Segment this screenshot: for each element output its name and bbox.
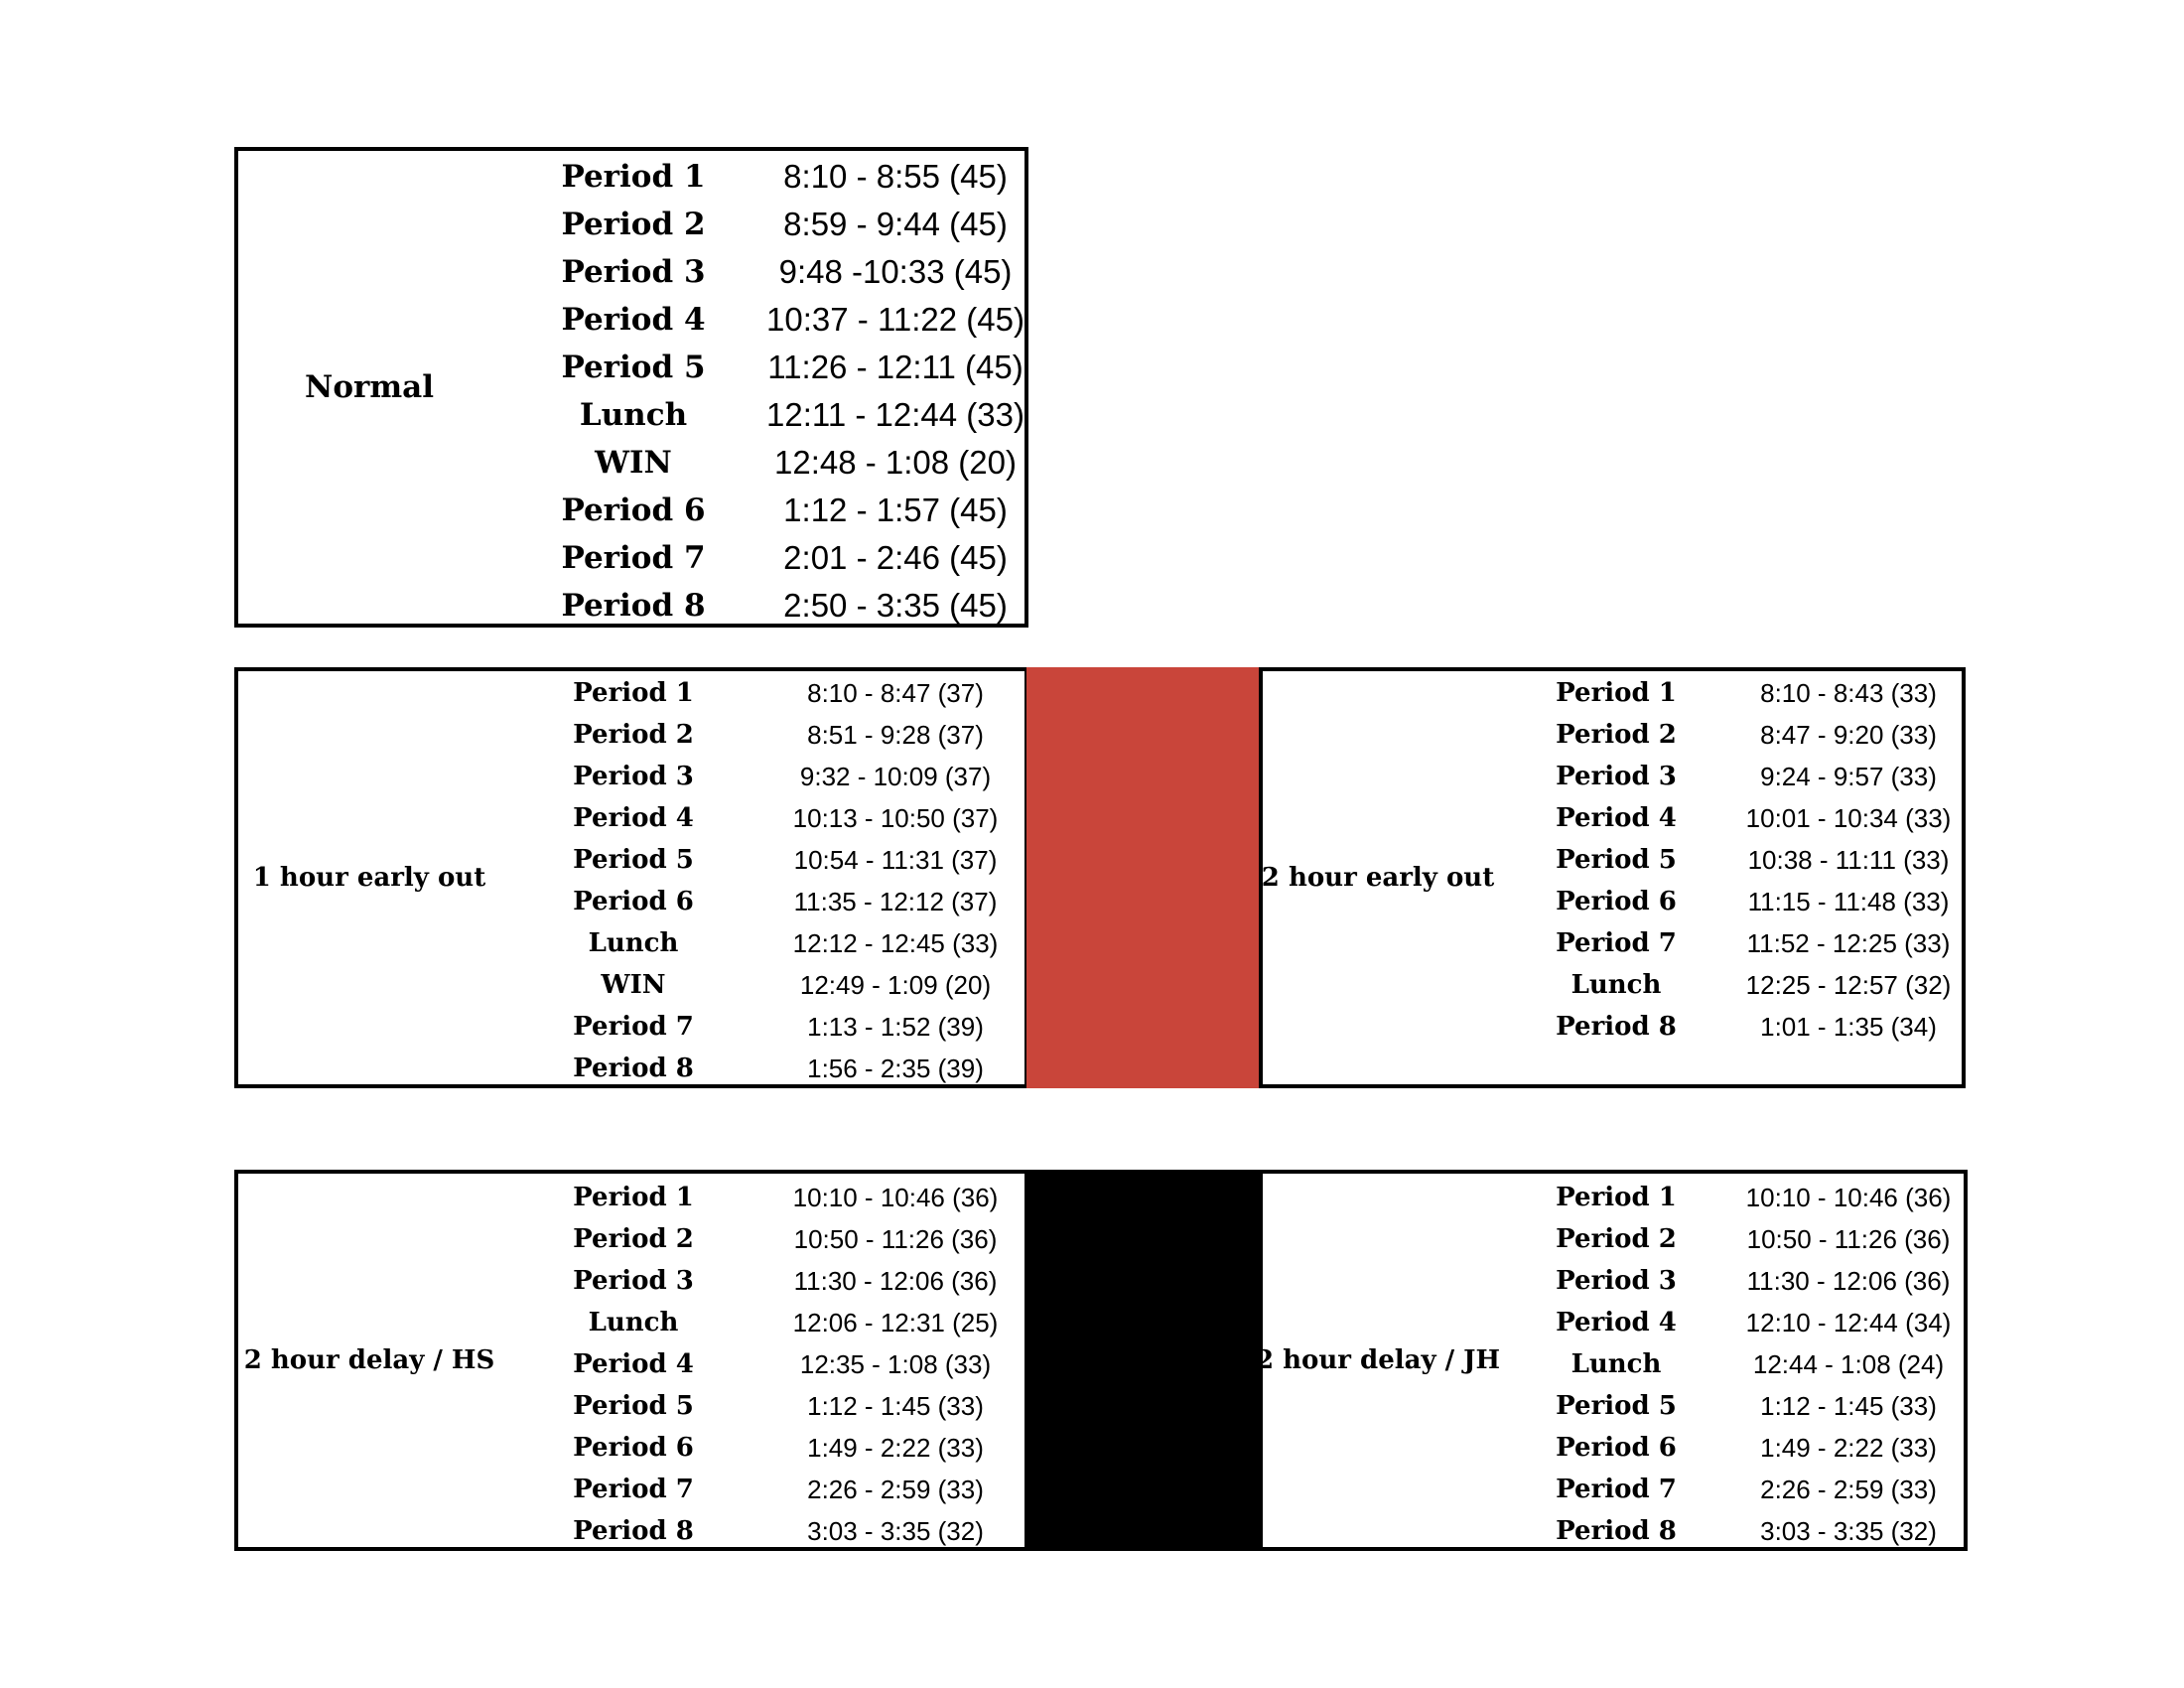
- period-time: 9:48 -10:33 (45): [778, 253, 1013, 290]
- period-time: 10:10 - 10:46 (36): [792, 1182, 999, 1212]
- schedule-name: 2 hour delay / HS: [243, 1345, 495, 1375]
- period-time: 1:13 - 1:52 (39): [807, 1011, 984, 1042]
- schedule-row: [1263, 1343, 1964, 1385]
- period-label: Period 7: [573, 1475, 694, 1504]
- period-time: 8:59 - 9:44 (45): [783, 206, 1008, 242]
- period-time: 2:50 - 3:35 (45): [783, 587, 1008, 624]
- period-time: 10:38 - 11:11 (33): [1747, 844, 1950, 875]
- period-label: Period 3: [1556, 762, 1677, 791]
- period-label: Period 2: [573, 720, 694, 750]
- period-time: 1:12 - 1:45 (33): [1760, 1390, 1937, 1421]
- schedule-row: [238, 1302, 1024, 1343]
- period-label: Period 4: [1556, 803, 1677, 833]
- period-time: 11:15 - 11:48 (33): [1747, 886, 1950, 916]
- period-time: 8:10 - 8:55 (45): [783, 158, 1008, 195]
- period-time: 8:51 - 9:28 (37): [807, 719, 984, 750]
- period-label: Lunch: [1570, 1349, 1662, 1379]
- schedule-row: [238, 439, 1024, 487]
- schedule-row: [1263, 1469, 1964, 1510]
- period-label: Period 4: [561, 302, 706, 338]
- schedule-row: [1263, 1006, 1962, 1048]
- period-time: 12:12 - 12:45 (33): [792, 927, 999, 958]
- schedule-row: [238, 756, 1024, 797]
- period-label: Period 3: [573, 762, 694, 791]
- period-time: 2:01 - 2:46 (45): [783, 539, 1008, 576]
- schedule-row: [238, 1427, 1024, 1469]
- schedule-row: [238, 582, 1024, 630]
- schedule-row: [1263, 1218, 1964, 1260]
- schedule-row: [1263, 881, 1962, 922]
- schedule-row: [238, 881, 1024, 922]
- period-time: 11:30 - 12:06 (36): [793, 1265, 998, 1296]
- period-time: 8:10 - 8:43 (33): [1760, 677, 1937, 708]
- period-time: 12:35 - 1:08 (33): [799, 1348, 992, 1379]
- schedule-row: [238, 1006, 1024, 1048]
- schedule-name: Normal: [304, 369, 434, 405]
- period-time: 1:49 - 2:22 (33): [1760, 1432, 1937, 1463]
- period-time: 1:49 - 2:22 (33): [807, 1432, 984, 1463]
- period-label: Period 8: [1556, 1012, 1677, 1042]
- period-label: Period 1: [1556, 1183, 1677, 1212]
- period-time: 10:54 - 11:31 (37): [793, 844, 998, 875]
- period-time: 2:26 - 2:59 (33): [807, 1474, 984, 1504]
- schedule-row: [1263, 1177, 1964, 1218]
- schedule-row: [238, 296, 1024, 344]
- period-label: Period 8: [573, 1516, 694, 1546]
- schedule-one-hour-early-out: [234, 667, 1028, 1088]
- period-time: 8:47 - 9:20 (33): [1760, 719, 1937, 750]
- period-label: Period 1: [573, 678, 694, 708]
- period-time: 11:26 - 12:11 (45): [767, 349, 1024, 385]
- period-label: Period 1: [573, 1183, 694, 1212]
- schedule-two-hour-early-out: [1259, 667, 1966, 1088]
- schedule-row: [238, 487, 1024, 534]
- period-label: Period 8: [561, 588, 706, 624]
- period-label: Lunch: [579, 397, 688, 433]
- schedule-row: [238, 1510, 1024, 1552]
- schedule-two-hour-delay-jh: [1255, 1170, 1968, 1551]
- period-time: 10:10 - 10:46 (36): [1745, 1182, 1952, 1212]
- period-time: 12:11 - 12:44 (33): [766, 396, 1024, 433]
- period-time: 1:12 - 1:45 (33): [807, 1390, 984, 1421]
- period-label: Period 5: [573, 1391, 694, 1421]
- period-label: WIN: [601, 970, 666, 1000]
- period-time: 10:37 - 11:22 (45): [766, 301, 1024, 338]
- period-label: Period 6: [573, 887, 694, 916]
- period-label: Period 3: [1556, 1266, 1677, 1296]
- period-time: 8:10 - 8:47 (37): [807, 677, 984, 708]
- period-label: Period 6: [1556, 1433, 1677, 1463]
- period-time: 1:01 - 1:35 (34): [1760, 1011, 1937, 1042]
- schedule-row: [238, 201, 1024, 248]
- period-time: 10:50 - 11:26 (36): [1746, 1223, 1951, 1254]
- period-label: Period 7: [1556, 928, 1677, 958]
- period-time: 1:12 - 1:57 (45): [783, 492, 1008, 528]
- schedule-row: [1263, 797, 1962, 839]
- schedule-row: [1263, 1260, 1964, 1302]
- schedule-row: [238, 534, 1024, 582]
- period-label: Period 8: [1556, 1516, 1677, 1546]
- period-label: Period 4: [1556, 1308, 1677, 1337]
- schedule-row: [238, 797, 1024, 839]
- period-label: Period 6: [1556, 887, 1677, 916]
- period-label: Period 5: [561, 350, 706, 385]
- period-label: WIN: [595, 445, 672, 481]
- period-time: 10:50 - 11:26 (36): [793, 1223, 998, 1254]
- period-label: Period 4: [573, 803, 694, 833]
- period-time: 12:44 - 1:08 (24): [1752, 1348, 1945, 1379]
- period-time: 3:03 - 3:35 (32): [807, 1515, 984, 1546]
- period-label: Period 1: [1556, 678, 1677, 708]
- period-time: 12:25 - 12:57 (32): [1745, 969, 1952, 1000]
- schedule-row: [238, 153, 1024, 201]
- period-label: Lunch: [588, 1308, 679, 1337]
- period-label: Period 6: [561, 492, 706, 528]
- schedule-row: [238, 391, 1024, 439]
- schedule-row: [238, 344, 1024, 391]
- schedule-row: [238, 839, 1024, 881]
- period-time: 3:03 - 3:35 (32): [1760, 1515, 1937, 1546]
- period-time: 2:26 - 2:59 (33): [1760, 1474, 1937, 1504]
- schedule-name: 1 hour early out: [252, 863, 486, 893]
- schedule-row: [1263, 714, 1962, 756]
- period-time: 9:24 - 9:57 (33): [1760, 761, 1937, 791]
- schedule-row: [238, 672, 1024, 714]
- period-time: 11:35 - 12:12 (37): [793, 886, 998, 916]
- schedule-row: [238, 1218, 1024, 1260]
- period-label: Period 4: [573, 1349, 694, 1379]
- schedule-normal: [234, 147, 1028, 628]
- period-label: Period 5: [1556, 845, 1677, 875]
- schedule-name: 2 hour delay / JH: [1255, 1345, 1501, 1375]
- period-label: Period 2: [573, 1224, 694, 1254]
- schedule-row: [1263, 922, 1962, 964]
- period-label: Period 7: [561, 540, 706, 576]
- schedule-row: [238, 248, 1024, 296]
- period-time: 1:56 - 2:35 (39): [807, 1053, 984, 1083]
- schedule-two-hour-delay-hs: [234, 1170, 1028, 1551]
- period-label: Period 8: [573, 1054, 694, 1083]
- schedule-row: [238, 1260, 1024, 1302]
- schedule-row: [238, 1048, 1024, 1089]
- schedule-row: [238, 714, 1024, 756]
- period-label: Period 2: [561, 207, 706, 242]
- period-label: Period 5: [573, 845, 694, 875]
- period-label: Period 2: [1556, 1224, 1677, 1254]
- period-time: 10:13 - 10:50 (37): [792, 802, 999, 833]
- period-label: Lunch: [1570, 970, 1662, 1000]
- period-label: Period 7: [1556, 1475, 1677, 1504]
- period-time: 12:48 - 1:08 (20): [774, 444, 1017, 481]
- period-time: 11:30 - 12:06 (36): [1746, 1265, 1951, 1296]
- schedule-row: [1263, 1385, 1964, 1427]
- period-label: Lunch: [588, 928, 679, 958]
- black-block: [1026, 1170, 1261, 1551]
- period-time: 12:49 - 1:09 (20): [799, 969, 992, 1000]
- schedule-row: [238, 1343, 1024, 1385]
- schedule-row: [1263, 839, 1962, 881]
- period-time: 11:52 - 12:25 (33): [1746, 927, 1951, 958]
- schedule-row: [1263, 756, 1962, 797]
- schedule-row: [1263, 1427, 1964, 1469]
- period-time: 10:01 - 10:34 (33): [1745, 802, 1952, 833]
- schedule-row: [238, 922, 1024, 964]
- period-label: Period 5: [1556, 1391, 1677, 1421]
- period-label: Period 7: [573, 1012, 694, 1042]
- schedule-row: [1263, 964, 1962, 1006]
- red-block: [1026, 667, 1261, 1088]
- period-label: Period 2: [1556, 720, 1677, 750]
- schedule-row: [1263, 1510, 1964, 1552]
- period-label: Period 3: [573, 1266, 694, 1296]
- schedule-row: [1263, 1302, 1964, 1343]
- schedule-row: [238, 1385, 1024, 1427]
- schedule-row: [238, 964, 1024, 1006]
- schedule-name: 2 hour early out: [1261, 863, 1495, 893]
- schedule-row: [1263, 672, 1962, 714]
- period-time: 12:06 - 12:31 (25): [792, 1307, 999, 1337]
- period-label: Period 1: [561, 159, 706, 195]
- period-label: Period 3: [561, 254, 706, 290]
- schedule-row: [238, 1177, 1024, 1218]
- schedule-row: [238, 1469, 1024, 1510]
- period-time: 9:32 - 10:09 (37): [799, 761, 992, 791]
- period-label: Period 6: [573, 1433, 694, 1463]
- period-time: 12:10 - 12:44 (34): [1745, 1307, 1952, 1337]
